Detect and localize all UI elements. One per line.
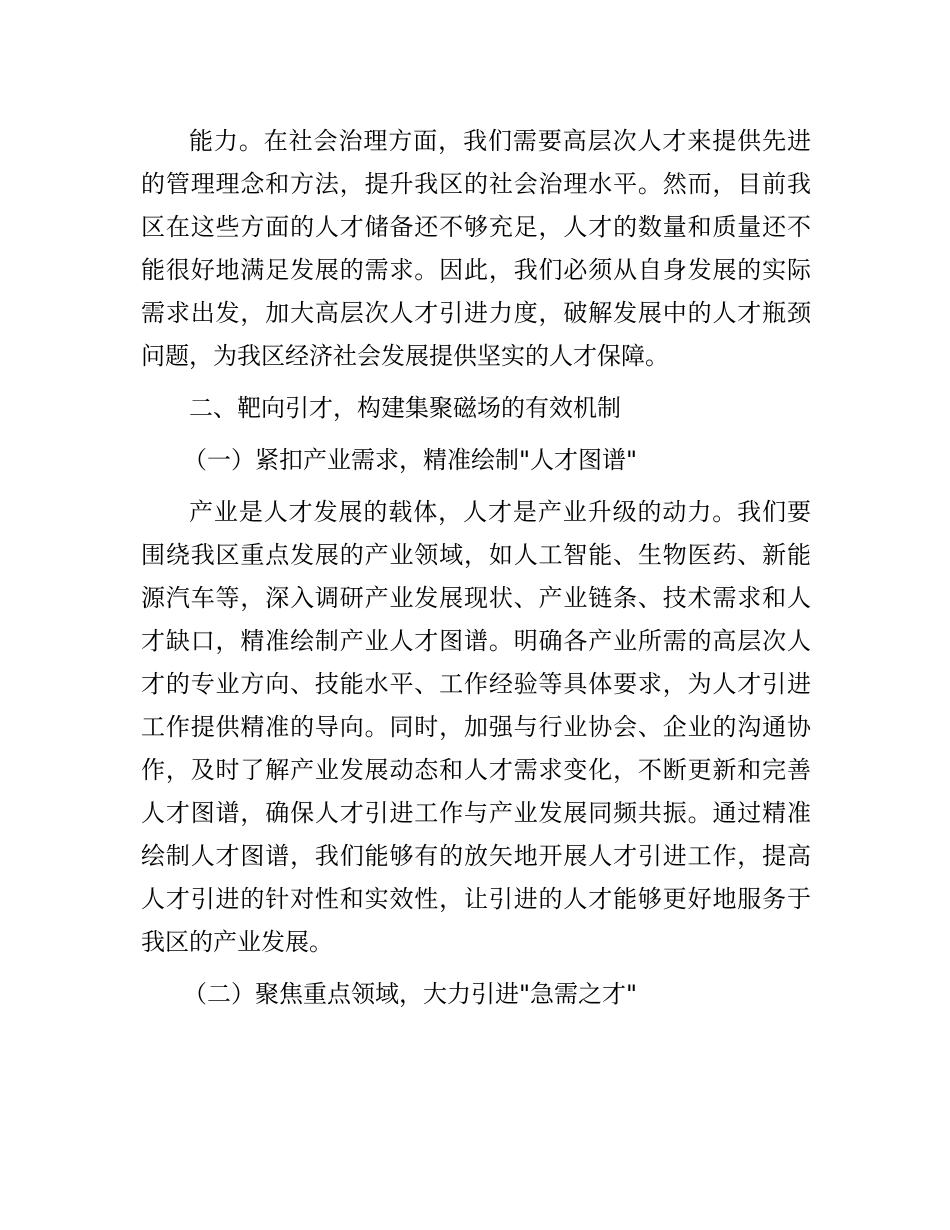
document-body — [141, 120, 811, 1016]
subheading-talent-map: （一）紧扣产业需求，精准绘制"人才图谱" — [183, 446, 638, 474]
paragraph-talent-needs-conclusion: 能力。在社会治理方面，我们需要高层次人才来提供先进的管理理念和方法，提升我区的社会治理水平。然而，目前我区在这些方面的人才储备还不够充足，人才的数量和质量还不能很好地满足发展的需求。因此，我们必须从自身发展的实际需求出发，加大高层次人才引进力度，破解发展中的人才瓶颈问题，为我区经济社会发展提供坚实的人才保障。 — [141, 127, 811, 370]
subheading-urgent-talent: （二）聚焦重点领域，大力引进"急需之才" — [183, 980, 638, 1008]
paragraph-industry-talent-map: 产业是人才发展的载体，人才是产业升级的动力。我们要围绕我区重点发展的产业领域，如人工智能、生物医药、新能源汽车等，深入调研产业发展现状、产业链条、技术需求和人才缺口，精准绘制产业人才图谱。明确各产业所需的高层次人才的专业方向、技能水平、工作经验等具体要求，为人才引进工作提供精准的导向。同时，加强与行业协会、企业的沟通协作，及时了解产业发展动态和人才需求变化，不断更新和完善人才图谱，确保人才引进工作与产业发展同频共振。通过精准绘制人才图谱，我们能够有的放矢地开展人才引进工作，提高人才引进的针对性和实效性，让引进的人才能够更好地服务于我区的产业发展。 — [141, 498, 811, 956]
section-heading-targeted-recruitment: 二、靶向引才，构建集聚磁场的有效机制 — [189, 394, 621, 422]
